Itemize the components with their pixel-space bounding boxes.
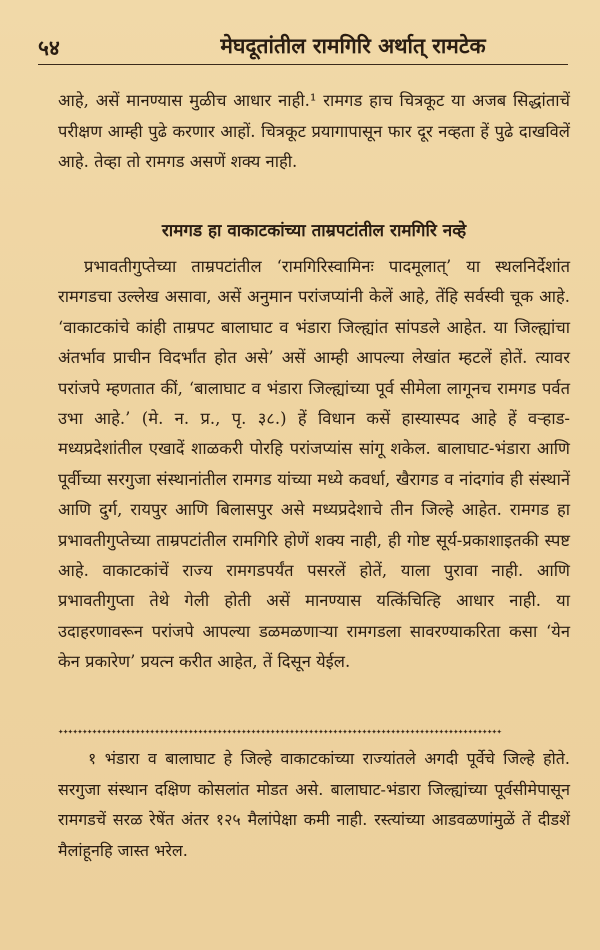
- page-number: ५४: [38, 35, 60, 60]
- footnote: १ भंडारा व बालाघाट हे जिल्हे वाकाटकांच्या राज्यांतले अगदी पूर्वेचे जिल्हे होते. सरगुजा संस्थान दक्षिण कोसलांत मोडत असे. बालाघाट-भंडारा जिल्ह्यांच्या पूर्वसीमेपासून रामगडचें सरळ रेषेंत अंतर १२५ मैलांपेक्षा कमी नाही. रस्त्यांच्या आडवळणांमुळें तें दीडशें मैलांहूनहि जास्त भरेल.: [58, 749, 570, 860]
- page-header: [38, 28, 568, 65]
- main-paragraph: प्रभावतीगुप्तेच्या ताम्रपटांतील ‘रामगिरिस्वामिनः पादमूलात्’ या स्थलनिर्देशांत रामगडचा उल्लेख असावा, असें अनुमान परांजप्यांनी केलें आहे, तेंहि सर्वस्वी चूक आहे. ‘वाकाटकांचे कांही ताम्रपट बालाघाट व भंडारा जिल्ह्यांत सांपडले आहेत. या जिल्ह्यांचा अंतर्भाव प्राचीन विदर्भांत होत असे’ असें आम्ही आपल्या लेखांत म्हटलें होतें. त्यावर परांजपे म्हणतात कीं, ‘बालाघाट व भंडारा जिल्ह्यांच्या पूर्व सीमेला लागूनच रामगड पर्वत उभा आहे.’ (मे. न. प्र., पृ. ३८.) हें विधान कसें हास्यास्पद आहे हें वऱ्हाड-मध्यप्रदेशांतील एखादें शाळकरी पोरहि परांजप्यांस सांगू शकेल. बालाघाट-भंडारा आणि पूर्वीच्या सरगुजा संस्थानांतील रामगड यांच्या मध्ये कवर्धा, खैरागड व नांदगांव ही संस्थानें आणि दुर्ग, रायपुर आणि बिलासपुर असे मध्यप्रदेशाचे तीन जिल्हे आहेत. रामगड हा प्रभावतीगुप्तेच्या ताम्रपटांतील रामगिरि होणें शक्य नाही, ही गोष्ट सूर्य-प्रकाशाइतकी स्पष्ट आहे. वाकाटकांचें राज्य रामगडपर्यंत पसरलें होतें, याला पुरावा नाही. आणि प्रभावतीगुप्ता तेथे गेली होती असें मानण्यास यत्किंचित्हि आधार नाही. या उदाहरणावरून परांजपे आपल्या डळमळणाऱ्या रामगडला सावरण्याकरिता कसा ‘येन केन प्रकारेण’ प्रयत्न करीत आहेत, तें दिसून येईल.: [58, 257, 570, 672]
- section-heading: रामगड हा वाकाटकांच्या ताम्रपटांतील रामगिरि नव्हे: [161, 221, 467, 241]
- footnote-divider: ✦✦✦✦✦✦✦✦✦✦✦✦✦✦✦✦✦✦✦✦✦✦✦✦✦✦✦✦✦✦✦✦✦✦✦✦✦✦✦✦✦✦✦✦✦✦✦✦✦✦✦✦✦✦✦✦✦✦✦✦✦✦✦✦✦✦✦✦✦✦✦✦✦✦✦✦✦✦✦✦✦✦✦✦✦✦✦✦✦✦✦✦: [58, 728, 502, 736]
- intro-paragraph-text: आहे, असें मानण्यास मुळीच आधार नाही.¹ रामगड हाच चित्रकूट या अजब सिद्धांताचें परीक्षण आम्ही पुढे करणार आहों. चित्रकूट प्रयागापासून फार दूर नव्हता हें पुढे दाखविलें आहे. तेव्हा तो रामगड असणें शक्य नाही.: [58, 91, 570, 171]
- running-title: मेघदूतांतील रामगिरि अर्थात् रामटेक: [220, 33, 486, 58]
- intro-paragraph: [58, 86, 570, 178]
